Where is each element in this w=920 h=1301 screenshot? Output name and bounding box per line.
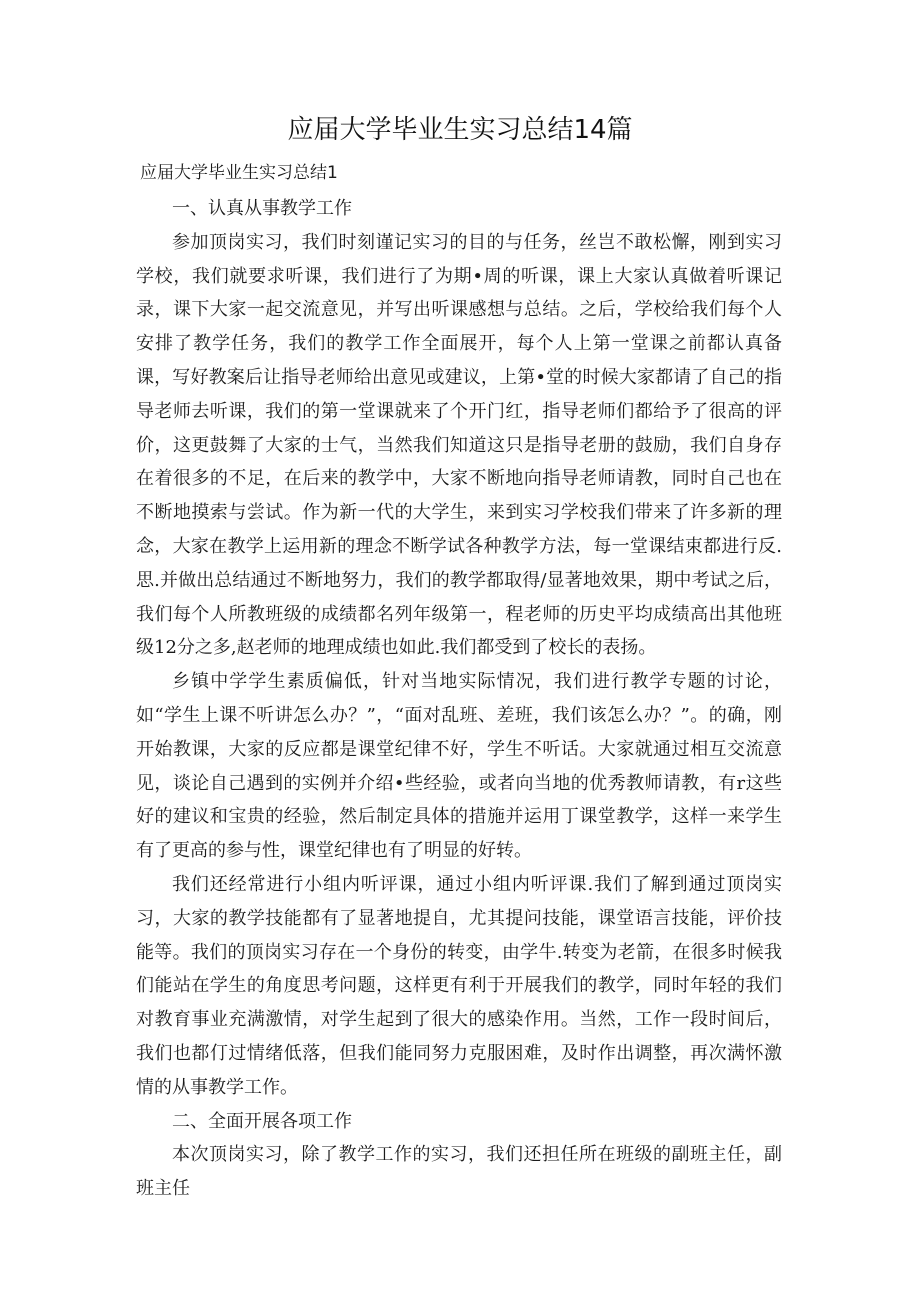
paragraph-1: 参加顶岗实习，我们时刻谨记实习的目的与任务，丝岂不敢松懈，刚到实习学校，我们就要求听课，我们进行了为期•周的听课，课上大家认真做着听课记录，课下大家一起交流意见，并写出听课感想与总结。之后，学校给我们每个人安排了教学任务，我们的教学工作全面展开，每个人上第一堂课之前都认真备课，写好教案后让指导老师给出意见或建议，上第•堂的时候大家都请了自己的指导老师去听课，我们的第一堂课就来了个开门红，指导老师们都给予了很高的评价，这更鼓舞了大家的士气，当然我们知道这只是指导老册的鼓励，我们自身存在着很多的不足，在后来的教学中，大家不断地向指导老师请教，同时自己也在不断地摸索与尝试。作为新一代的大学生，来到实习学校我们带来了许多新的理念，大家在教学上运用新的理念不断学试各种教学方法，每一堂课结束都进行反.思.并做出总结通过不断地努力，我们的教学都取得/显著地效果，期中考试之后，我们每个人所教班级的成绩都名列年级第一，程老师的历史平均成绩高出其他班级12分之多,赵老师的地理成绩也如此.我们都受到了校长的表扬。 [136,231,782,659]
paragraph-2: 乡镇中学学生素质偏低，针对当地实际情况，我们进行教学专题的讨论，如“学生上课不听讲怎么办？”，“面对乱班、差班，我们该怎么办？”。的确，刚开始教课，大家的反应都是课堂纪律不好，学生不听话。大家就通过相互交流意见，谈论自己遇到的实例并介绍•些经验，或者向当地的优秀教师请教，有r这些好的建议和宝贵的经验，然后制定具体的措施并运用丁课堂教学，这样一来学生有了更高的参与性，课堂纪律也有了明显的好转。 [136,671,782,862]
section-heading-2: 二、全面开展各项工作 [172,1110,352,1132]
paragraph-3: 我们还经常进行小组内听评课，通过小组内听评课.我们了解到通过顶岗实习，大家的教学技能都有了显著地提自，尤其提问技能，课堂语言技能，评价技能等。我们的顶岗实习存在一个身份的转变，由学牛.转变为老箭，在很多时候我们能站在学生的角度思考问题，这样更有利于开展我们的教学，同时年轻的我们对教育事业充满激情，对学生起到了很大的感染作用。当然，工作一段时间后，我们也都仃过情绪低落，但我们能同努力克服困难，及时作出调整，再次满怀激情的从事教学工作。 [136,873,782,1098]
section-heading-1: 一、认真从事教学工作 [172,198,352,219]
document-title: 应届大学毕业生实习总结14篇 [287,115,633,145]
document-body [136,192,782,1206]
document-subtitle: 应届大学毕业生实习总结1 [140,163,338,183]
paragraph-4: 本次顶岗实习，除了教学工作的实习，我们还担任所在班级的副班主任，副班主任 [136,1144,782,1200]
